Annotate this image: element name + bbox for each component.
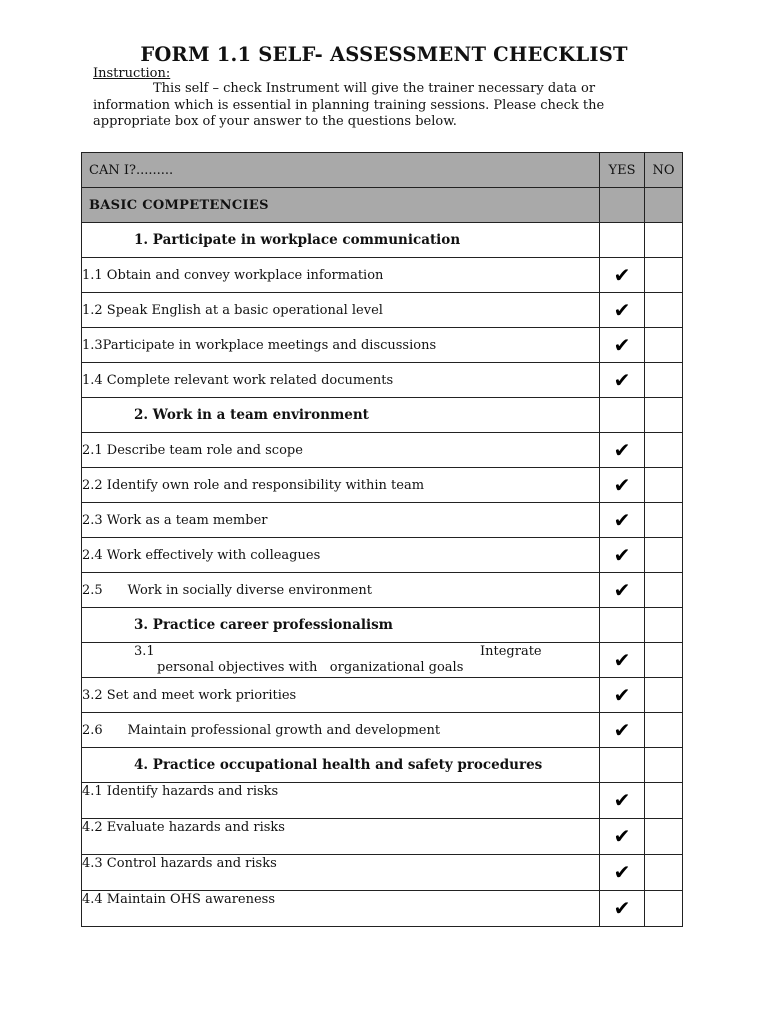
competency-title: 4. Practice occupational health and safety procedures — [82, 748, 600, 783]
check-mark-icon: ✔ — [613, 682, 631, 707]
no-cell[interactable] — [645, 573, 683, 608]
no-cell[interactable] — [645, 819, 683, 855]
yes-cell[interactable] — [600, 891, 645, 927]
yes-cell[interactable] — [600, 573, 645, 608]
table-row — [82, 293, 683, 328]
section-row — [82, 188, 683, 223]
no-cell[interactable] — [645, 468, 683, 503]
competency-row — [82, 748, 683, 783]
table-row — [82, 643, 683, 678]
checklist-table — [81, 152, 683, 927]
check-mark-icon: ✔ — [613, 824, 631, 848]
no-cell[interactable] — [645, 223, 683, 258]
competency-title: 3. Practice career professionalism — [82, 608, 600, 643]
no-cell[interactable] — [645, 855, 683, 891]
no-cell[interactable] — [645, 678, 683, 713]
check-mark-icon: ✔ — [613, 507, 631, 532]
yes-cell[interactable] — [600, 363, 645, 398]
item-label-continuation: personal objectives with organizational goals — [157, 660, 464, 675]
no-cell[interactable] — [645, 538, 683, 573]
no-cell[interactable] — [645, 713, 683, 748]
yes-cell[interactable] — [600, 398, 645, 433]
no-cell[interactable] — [645, 293, 683, 328]
table-row — [82, 468, 683, 503]
item-label — [82, 643, 600, 678]
table-row — [82, 573, 683, 608]
instruction-text: This self – check Instrument will give the trainer necessary data or information which is essential in planning training sessions. Please check the appropriate box of your answer to the questions below. — [93, 81, 605, 129]
yes-cell[interactable] — [600, 819, 645, 855]
item-label: 2.4 Work effectively with colleagues — [82, 538, 600, 573]
table-row — [82, 855, 683, 891]
item-label: 4.1 Identify hazards and risks — [82, 783, 600, 819]
table-row — [82, 678, 683, 713]
table-row — [82, 433, 683, 468]
competency-title: 2. Work in a team environment — [82, 398, 600, 433]
no-cell[interactable] — [645, 748, 683, 783]
yes-cell[interactable] — [600, 258, 645, 293]
header-question: CAN I?......... — [82, 153, 600, 188]
yes-cell[interactable] — [600, 188, 645, 223]
yes-cell[interactable] — [600, 293, 645, 328]
table-row — [82, 503, 683, 538]
yes-cell[interactable] — [600, 643, 645, 678]
no-cell[interactable] — [645, 328, 683, 363]
section-title: BASIC COMPETENCIES — [82, 188, 600, 223]
yes-cell[interactable] — [600, 328, 645, 363]
check-mark-icon: ✔ — [613, 577, 631, 602]
no-cell[interactable] — [645, 433, 683, 468]
header-no: NO — [645, 153, 683, 188]
no-cell[interactable] — [645, 643, 683, 678]
table-row — [82, 363, 683, 398]
item-label-first-word: Integrate — [480, 644, 542, 659]
item-label: 1.1 Obtain and convey workplace information — [82, 258, 600, 293]
item-label: 2.3 Work as a team member — [82, 503, 600, 538]
yes-cell[interactable] — [600, 538, 645, 573]
item-label: 1.4 Complete relevant work related documents — [82, 363, 600, 398]
no-cell[interactable] — [645, 891, 683, 927]
item-label: 4.3 Control hazards and risks — [82, 855, 600, 891]
check-mark-icon: ✔ — [613, 896, 631, 920]
yes-cell[interactable] — [600, 468, 645, 503]
check-mark-icon: ✔ — [613, 788, 631, 812]
table-row — [82, 783, 683, 819]
table-row — [82, 258, 683, 293]
item-label: 2.1 Describe team role and scope — [82, 433, 600, 468]
yes-cell[interactable] — [600, 783, 645, 819]
check-mark-icon: ✔ — [613, 262, 631, 287]
no-cell[interactable] — [645, 608, 683, 643]
check-mark-icon: ✔ — [613, 647, 631, 672]
check-mark-icon: ✔ — [613, 437, 631, 462]
yes-cell[interactable] — [600, 678, 645, 713]
yes-cell[interactable] — [600, 855, 645, 891]
competency-row — [82, 608, 683, 643]
yes-cell[interactable] — [600, 713, 645, 748]
table-row — [82, 328, 683, 363]
item-label-number: 3.1 — [134, 644, 155, 659]
yes-cell[interactable] — [600, 223, 645, 258]
no-cell[interactable] — [645, 783, 683, 819]
no-cell[interactable] — [645, 503, 683, 538]
no-cell[interactable] — [645, 398, 683, 433]
check-mark-icon: ✔ — [613, 542, 631, 567]
item-label: 2.2 Identify own role and responsibility within team — [82, 468, 600, 503]
table-row — [82, 713, 683, 748]
instruction-label: Instruction: — [93, 66, 171, 81]
yes-cell[interactable] — [600, 503, 645, 538]
yes-cell[interactable] — [600, 748, 645, 783]
no-cell[interactable] — [645, 363, 683, 398]
header-yes: YES — [600, 153, 645, 188]
competency-row — [82, 398, 683, 433]
yes-cell[interactable] — [600, 608, 645, 643]
yes-cell[interactable] — [600, 433, 645, 468]
page-title: FORM 1.1 SELF- ASSESSMENT CHECKLIST — [140, 43, 628, 66]
no-cell[interactable] — [645, 188, 683, 223]
check-mark-icon: ✔ — [613, 332, 631, 357]
table-row — [82, 538, 683, 573]
item-label: 4.2 Evaluate hazards and risks — [82, 819, 600, 855]
check-mark-icon: ✔ — [613, 472, 631, 497]
item-label: 2.5 Work in socially diverse environment — [82, 573, 600, 608]
item-label: 2.6 Maintain professional growth and development — [82, 713, 600, 748]
item-label: 3.2 Set and meet work priorities — [82, 678, 600, 713]
item-label: 4.4 Maintain OHS awareness — [82, 891, 600, 927]
check-mark-icon: ✔ — [613, 717, 631, 742]
no-cell[interactable] — [645, 258, 683, 293]
item-label: 1.3Participate in workplace meetings and discussions — [82, 328, 600, 363]
table-row — [82, 819, 683, 855]
table-header-row — [82, 153, 683, 188]
check-mark-icon: ✔ — [613, 297, 631, 322]
competency-title: 1. Participate in workplace communication — [82, 223, 600, 258]
table-row — [82, 891, 683, 927]
item-label: 1.2 Speak English at a basic operational level — [82, 293, 600, 328]
check-mark-icon: ✔ — [613, 860, 631, 884]
check-mark-icon: ✔ — [613, 367, 631, 392]
competency-row — [82, 223, 683, 258]
